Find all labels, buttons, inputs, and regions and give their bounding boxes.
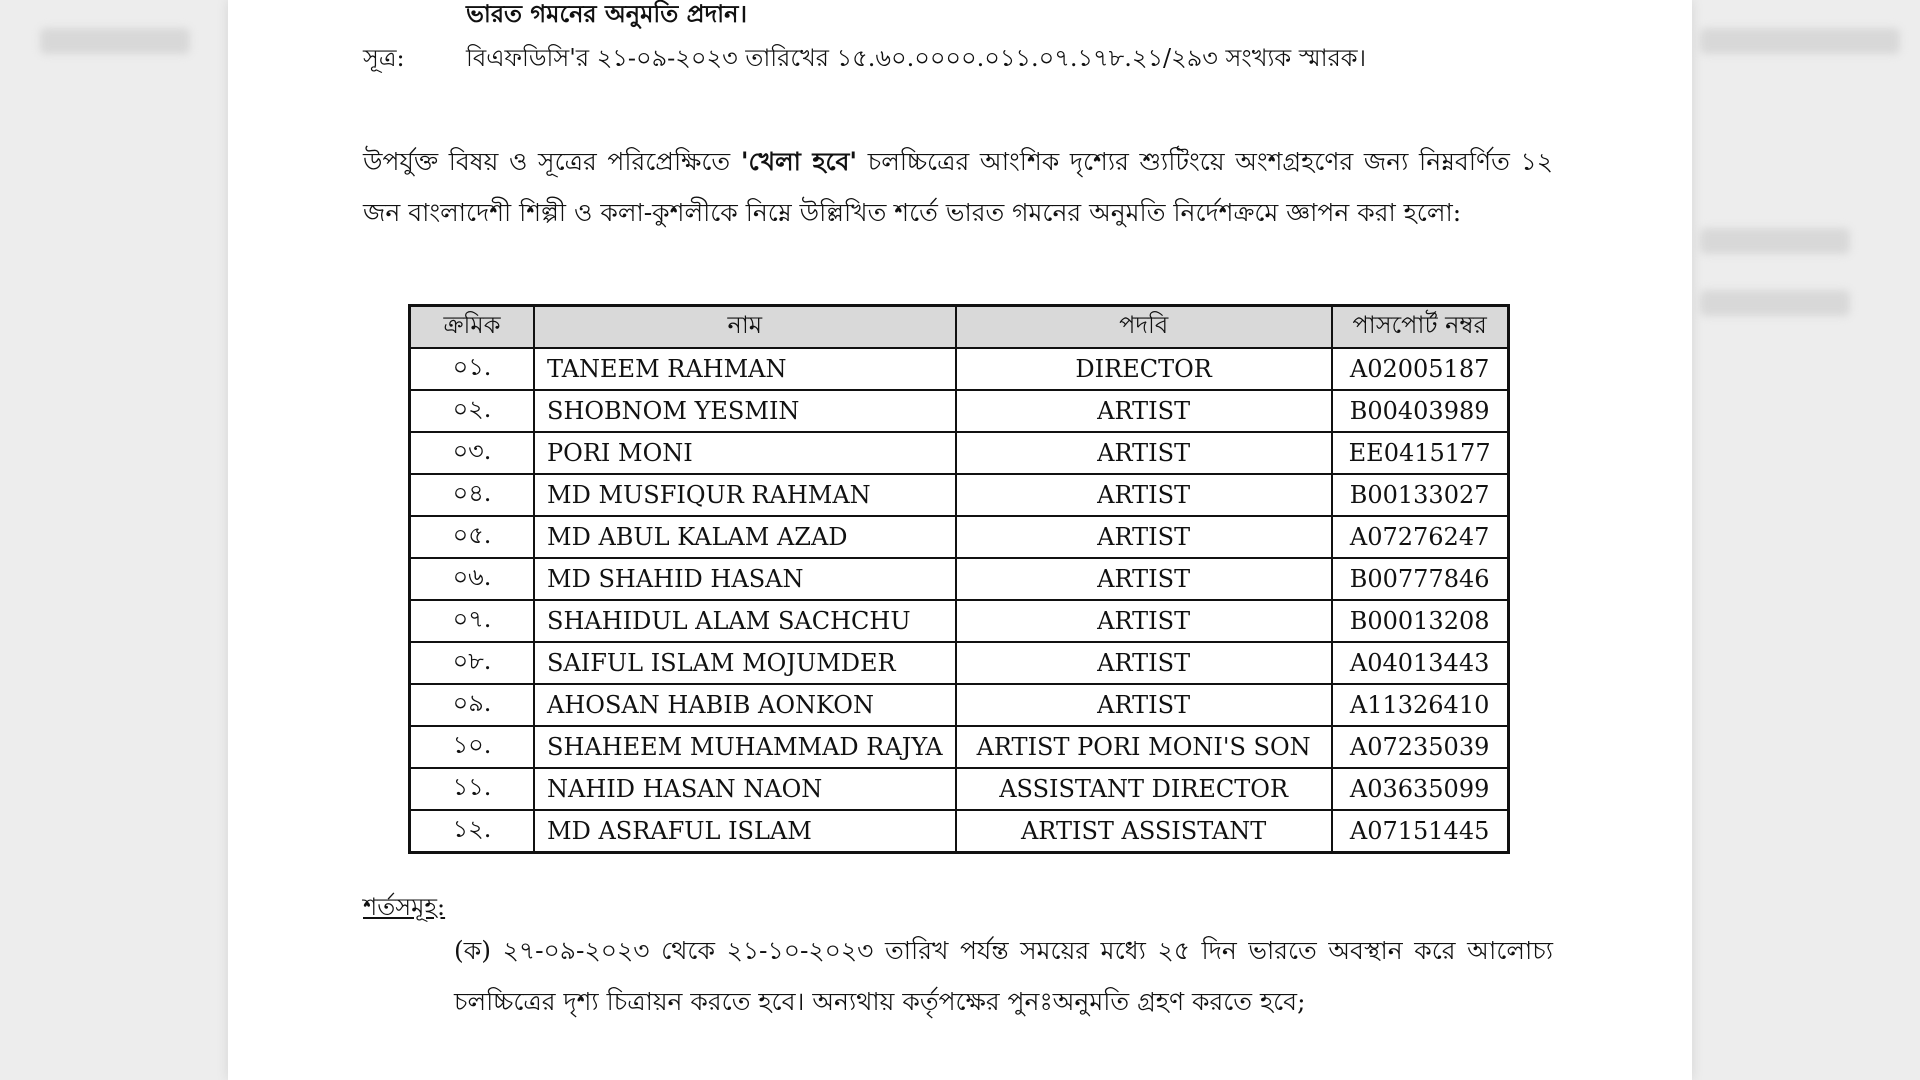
header-passport: পাসপোর্ট নম্বর bbox=[1332, 306, 1509, 349]
cell-name: SHAHEEM MUHAMMAD RAJYA bbox=[534, 726, 956, 768]
cell-passport: A03635099 bbox=[1332, 768, 1509, 810]
cell-name: SAIFUL ISLAM MOJUMDER bbox=[534, 642, 956, 684]
conditions-title: শর্তসমূহ: bbox=[363, 893, 446, 921]
cell-passport: EE0415177 bbox=[1332, 432, 1509, 474]
film-title: 'খেলা হবে' bbox=[740, 147, 858, 176]
cell-passport: A07151445 bbox=[1332, 810, 1509, 853]
table-row bbox=[410, 600, 1509, 642]
cell-passport: A11326410 bbox=[1332, 684, 1509, 726]
blurred-text-line bbox=[1700, 290, 1850, 316]
body-paragraph bbox=[363, 136, 1553, 238]
cell-name: PORI MONI bbox=[534, 432, 956, 474]
table-row bbox=[410, 432, 1509, 474]
cell-designation: ARTIST bbox=[956, 684, 1332, 726]
cell-passport: A02005187 bbox=[1332, 348, 1509, 390]
condition-item: (ক) ২৭-০৯-২০২৩ থেকে ২১-১০-২০২৩ তারিখ পর্যন্ত সময়ের মধ্যে ২৫ দিন ভারতে অবস্থান করে আলোচ্য চলচ্চিত্রের দৃশ্য চিত্রায়ন করতে হবে। অন্যথায় কর্তৃপক্ষের পুনঃঅনুমতি গ্রহণ করতে হবে; bbox=[454, 936, 1553, 1016]
cell-designation: ARTIST ASSISTANT bbox=[956, 810, 1332, 853]
cell-designation: DIRECTOR bbox=[956, 348, 1332, 390]
cell-passport: A07235039 bbox=[1332, 726, 1509, 768]
cell-name: TANEEM RAHMAN bbox=[534, 348, 956, 390]
body-text-end: চলচ্চিত্রের আংশিক দৃশ্যের শ্যুটিংয়ে অংশগ্রহণের জন্য নিম্নবর্ণিত ১২ জন বাংলাদেশী শিল্পী ও কলা-কুশলীকে নিম্নে উল্লিখিত শর্তে ভারত গমনের অনুমতি নির্দেশক্রমে জ্ঞাপন করা হলো: bbox=[363, 147, 1553, 227]
cell-name: MD ABUL KALAM AZAD bbox=[534, 516, 956, 558]
header-designation: পদবি bbox=[956, 306, 1332, 349]
document-page bbox=[228, 0, 1692, 1080]
cell-designation: ARTIST bbox=[956, 474, 1332, 516]
cell-serial: ১১. bbox=[410, 768, 535, 810]
table-row bbox=[410, 516, 1509, 558]
table-row bbox=[410, 684, 1509, 726]
cell-serial: ০৮. bbox=[410, 642, 535, 684]
cell-passport: A04013443 bbox=[1332, 642, 1509, 684]
cell-serial: ১২. bbox=[410, 810, 535, 853]
cell-name: MD MUSFIQUR RAHMAN bbox=[534, 474, 956, 516]
cell-serial: ০২. bbox=[410, 390, 535, 432]
blurred-text-line bbox=[1700, 228, 1850, 254]
table-row bbox=[410, 768, 1509, 810]
subject-line: ভারত গমনের অনুমতি প্রদান। bbox=[466, 0, 748, 28]
body-text-start: উপর্যুক্ত বিষয় ও সূত্রের পরিপ্রেক্ষিতে bbox=[363, 147, 741, 176]
cell-designation: ARTIST bbox=[956, 390, 1332, 432]
table-header-row bbox=[410, 306, 1509, 349]
cell-name: MD SHAHID HASAN bbox=[534, 558, 956, 600]
cell-serial: ০৬. bbox=[410, 558, 535, 600]
header-name: নাম bbox=[534, 306, 956, 349]
cell-serial: ০৩. bbox=[410, 432, 535, 474]
table-row bbox=[410, 348, 1509, 390]
cell-passport: B00013208 bbox=[1332, 600, 1509, 642]
cell-designation: ASSISTANT DIRECTOR bbox=[956, 768, 1332, 810]
cell-designation: ARTIST bbox=[956, 642, 1332, 684]
cell-passport: B00777846 bbox=[1332, 558, 1509, 600]
cell-name: SHOBNOM YESMIN bbox=[534, 390, 956, 432]
blurred-text-line bbox=[1700, 28, 1900, 54]
cell-passport: A07276247 bbox=[1332, 516, 1509, 558]
header-serial: ক্রমিক bbox=[410, 306, 535, 349]
table-row bbox=[410, 474, 1509, 516]
cell-serial: ০৯. bbox=[410, 684, 535, 726]
cell-designation: ARTIST bbox=[956, 558, 1332, 600]
cell-designation: ARTIST PORI MONI'S SON bbox=[956, 726, 1332, 768]
cell-designation: ARTIST bbox=[956, 516, 1332, 558]
cell-serial: ১০. bbox=[410, 726, 535, 768]
cell-serial: ০৭. bbox=[410, 600, 535, 642]
cell-designation: ARTIST bbox=[956, 432, 1332, 474]
cell-serial: ০১. bbox=[410, 348, 535, 390]
cell-passport: B00133027 bbox=[1332, 474, 1509, 516]
traveller-table bbox=[408, 304, 1510, 854]
cell-name: SHAHIDUL ALAM SACHCHU bbox=[534, 600, 956, 642]
table-row bbox=[410, 558, 1509, 600]
table-body bbox=[410, 348, 1509, 853]
cell-serial: ০৪. bbox=[410, 474, 535, 516]
cell-designation: ARTIST bbox=[956, 600, 1332, 642]
cell-name: MD ASRAFUL ISLAM bbox=[534, 810, 956, 853]
cell-passport: B00403989 bbox=[1332, 390, 1509, 432]
reference-label: সূত্র: bbox=[363, 44, 405, 72]
cell-name: NAHID HASAN NAON bbox=[534, 768, 956, 810]
reference-line bbox=[363, 40, 1366, 80]
table-row bbox=[410, 810, 1509, 853]
blurred-text-line bbox=[40, 28, 190, 54]
cell-serial: ০৫. bbox=[410, 516, 535, 558]
table-row bbox=[410, 642, 1509, 684]
reference-text: বিএফডিসি'র ২১-০৯-২০২৩ তারিখের ১৫.৬০.০০০০.০১১.০৭.১৭৮.২১/২৯৩ সংখ্যক স্মারক। bbox=[466, 44, 1367, 72]
table-row bbox=[410, 390, 1509, 432]
cell-name: AHOSAN HABIB AONKON bbox=[534, 684, 956, 726]
table-row bbox=[410, 726, 1509, 768]
